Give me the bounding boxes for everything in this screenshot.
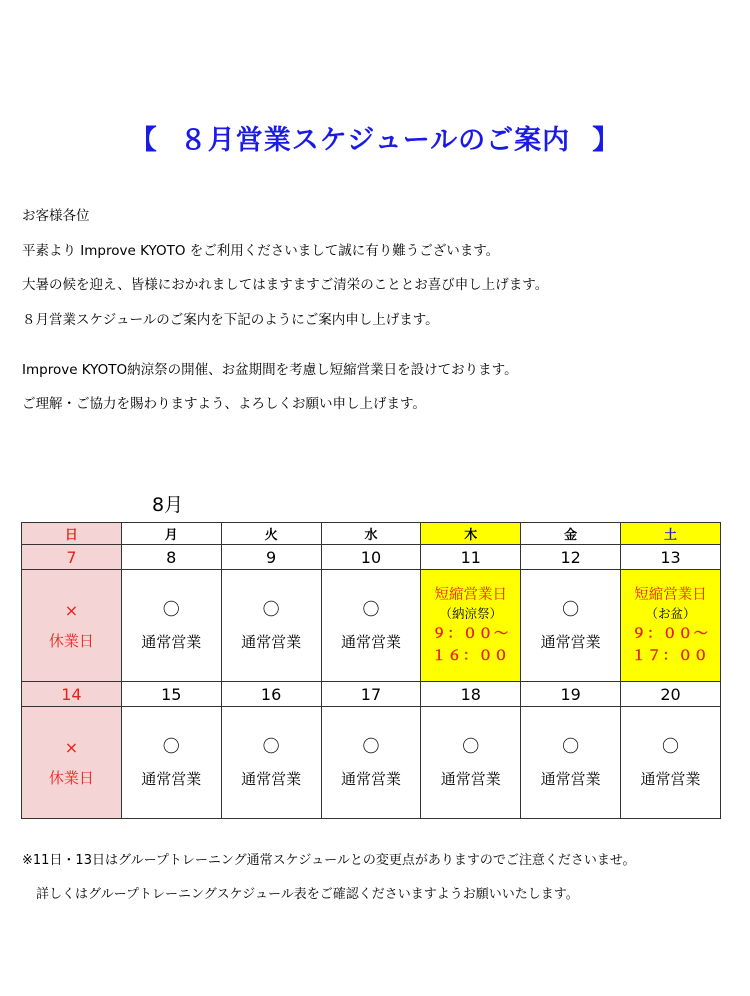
short-hours-end: １６：００: [432, 647, 510, 664]
weekday-thu: 木: [421, 523, 521, 545]
open-mark: 〇: [562, 737, 580, 757]
salutation: お客様各位: [22, 208, 90, 224]
closed-mark: ×: [64, 737, 79, 757]
date-cell: 8: [121, 545, 221, 570]
day-status-cell: [221, 570, 321, 682]
short-hours-cell: [621, 570, 721, 682]
calendar-table: [21, 522, 721, 819]
title-open-bracket: 【: [129, 125, 158, 156]
open-mark: 〇: [162, 737, 180, 757]
open-mark: 〇: [262, 737, 280, 757]
weekday-sat: 土: [621, 523, 721, 545]
date-cell: 10: [321, 545, 421, 570]
open-mark: 〇: [362, 600, 380, 620]
title-text: ８月営業スケジュールのご案内: [179, 125, 571, 156]
status-label: 通常営業: [141, 633, 202, 651]
letter-line-2: 大暑の候を迎え、皆様におかれましてはますますご清栄のこととお喜び申し上げます。: [22, 277, 549, 293]
short-hours-start: ９：００～: [432, 625, 510, 642]
closed-label: 休業日: [48, 631, 94, 650]
status-label: 通常営業: [540, 770, 601, 788]
weekday-fri: 金: [521, 523, 621, 545]
closed-mark: ×: [64, 600, 79, 620]
status-label: 通常営業: [141, 770, 202, 788]
page-title: [0, 118, 750, 157]
date-cell: 11: [421, 545, 521, 570]
day-status-cell: [321, 570, 421, 682]
status-label: 通常営業: [241, 770, 302, 788]
date-cell: 19: [521, 682, 621, 707]
status-label: 通常営業: [540, 633, 601, 651]
weekday-tue: 火: [221, 523, 321, 545]
closed-label: 休業日: [48, 768, 94, 787]
day-status-cell: [22, 570, 122, 682]
open-mark: 〇: [662, 737, 680, 757]
date-cell: 16: [221, 682, 321, 707]
short-hours-reason: （お盆）: [645, 605, 696, 621]
date-cell: 18: [421, 682, 521, 707]
note-line-1: ※11日・13日はグループトレーニング通常スケジュールとの変更点がありますのでご注意くださいませ。: [22, 853, 636, 868]
status-label: 通常営業: [440, 770, 501, 788]
day-status-cell: [321, 707, 421, 819]
letter-body: [22, 207, 548, 430]
date-cell: 7: [22, 545, 122, 570]
date-cell: 17: [321, 682, 421, 707]
week1-status-row: [22, 570, 721, 682]
date-cell: 9: [221, 545, 321, 570]
short-hours-reason: （納涼祭）: [439, 605, 503, 621]
weekday-sun: 日: [22, 523, 122, 545]
month-label: 8月: [152, 494, 184, 516]
day-status-cell: [421, 707, 521, 819]
letter-line-1: 平素より Improve KYOTO をご利用くださいまして誠に有り難うございます。: [22, 242, 500, 259]
letter-line-4: Improve KYOTO納涼祭の開催、お盆期間を考慮し短縮営業日を設けております。: [22, 361, 518, 378]
weekday-mon: 月: [121, 523, 221, 545]
letter-line-3: ８月営業スケジュールのご案内を下記のようにご案内申し上げます。: [22, 311, 439, 328]
notes: [22, 852, 636, 920]
open-mark: 〇: [562, 600, 580, 620]
open-mark: 〇: [262, 600, 280, 620]
week2-status-row: [22, 707, 721, 819]
note-line-2: 詳しくはグループトレーニングスケジュール表をご確認くださいますようお願いいたします。: [36, 887, 579, 902]
status-label: 通常営業: [340, 770, 401, 788]
short-hours-label: 短縮営業日: [434, 586, 508, 603]
date-cell: 12: [521, 545, 621, 570]
day-status-cell: [121, 570, 221, 682]
open-mark: 〇: [362, 737, 380, 757]
short-hours-label: 短縮営業日: [634, 586, 707, 603]
status-label: 通常営業: [241, 633, 302, 651]
date-cell: 20: [621, 682, 721, 707]
weekday-header-row: [22, 523, 721, 545]
title-close-bracket: 】: [592, 125, 621, 156]
letter-line-5: ご理解・ご協力を賜わりますよう、よろしくお願い申し上げます。: [22, 396, 426, 412]
short-hours-end: １７：００: [631, 647, 710, 664]
status-label: 通常営業: [340, 633, 401, 651]
day-status-cell: [521, 707, 621, 819]
date-cell: 13: [621, 545, 721, 570]
day-status-cell: [621, 707, 721, 819]
open-mark: 〇: [462, 737, 480, 757]
day-status-cell: [22, 707, 122, 819]
open-mark: 〇: [162, 600, 180, 620]
day-status-cell: [521, 570, 621, 682]
short-hours-cell: [421, 570, 521, 682]
weekday-wed: 水: [321, 523, 421, 545]
day-status-cell: [221, 707, 321, 819]
week2-date-row: [22, 682, 721, 707]
day-status-cell: [121, 707, 221, 819]
status-label: 通常営業: [640, 770, 701, 788]
week1-date-row: [22, 545, 721, 570]
date-cell: 15: [121, 682, 221, 707]
date-cell: 14: [22, 682, 122, 707]
short-hours-start: ９：００～: [631, 625, 710, 642]
